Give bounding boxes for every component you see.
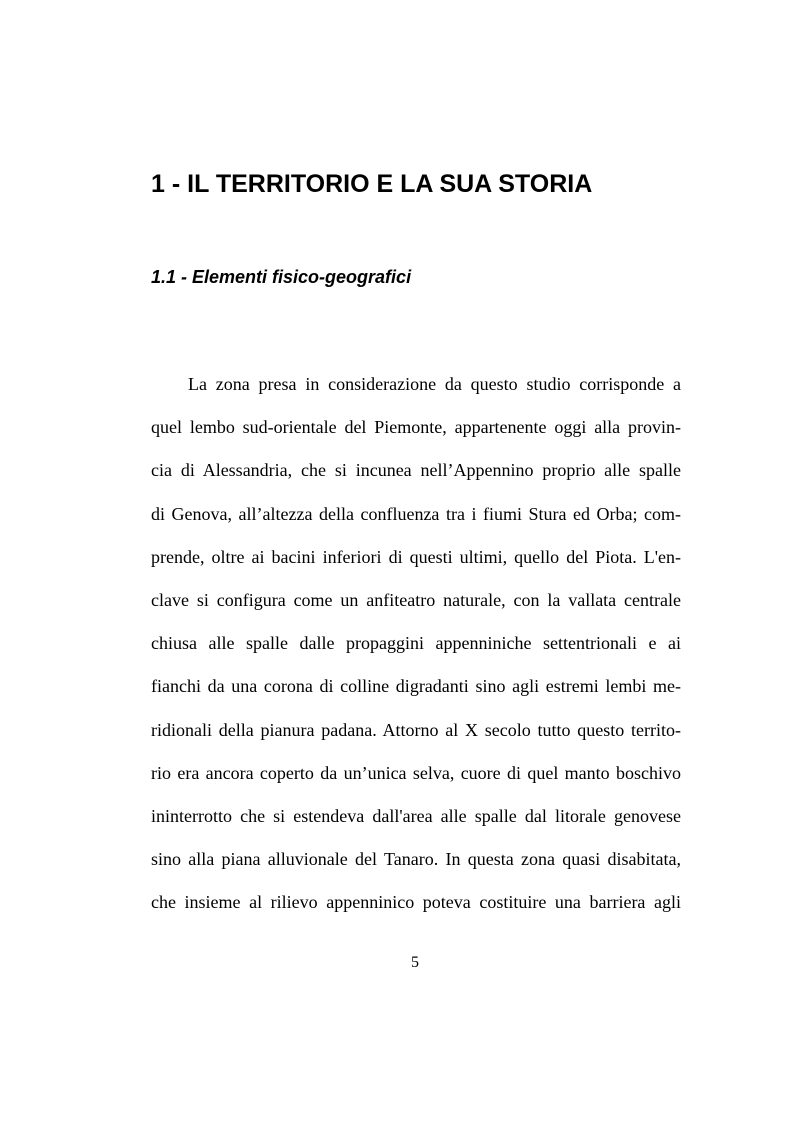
paragraph-line: chiusa alle spalle dalle propaggini appenniniche settentrionali e ai: [151, 633, 681, 654]
paragraph-line: che insieme al rilievo appenninico poteva costituire una barriera agli: [151, 892, 681, 913]
section-title: 1.1 - Elementi fisico-geografici: [151, 267, 412, 287]
paragraph-line: ininterrotto che si estendeva dall'area alle spalle dal litorale genovese: [151, 805, 681, 826]
paragraph-line: sino alla piana alluvionale del Tanaro. In questa zona quasi disabitata,: [151, 849, 681, 870]
paragraph-line: quel lembo sud-orientale del Piemonte, appartenente oggi alla provin-: [151, 417, 681, 438]
body-paragraph: [151, 363, 681, 924]
paragraph-line: La zona presa in considerazione da questo studio corrisponde a: [188, 374, 681, 394]
paragraph-line: clave si configura come un anfiteatro naturale, con la vallata centrale: [151, 589, 681, 610]
paragraph-line: di Genova, all’altezza della confluenza tra i fiumi Stura ed Orba; com-: [151, 503, 681, 524]
paragraph-line: cia di Alessandria, che si incunea nell’Appennino proprio alle spalle: [151, 460, 681, 481]
paragraph-line: ridionali della pianura padana. Attorno al X secolo tutto questo territo-: [151, 719, 681, 740]
chapter-title: 1 - IL TERRITORIO E LA SUA STORIA: [151, 170, 593, 198]
paragraph-line: fianchi da una corona di colline digradanti sino agli estremi lembi me-: [151, 676, 681, 697]
paragraph-line: rio era ancora coperto da un’unica selva, cuore di quel manto boschivo: [151, 762, 681, 783]
page-number: 5: [411, 954, 419, 971]
paragraph-line: prende, oltre ai bacini inferiori di questi ultimi, quello del Piota. L'en-: [151, 546, 681, 567]
